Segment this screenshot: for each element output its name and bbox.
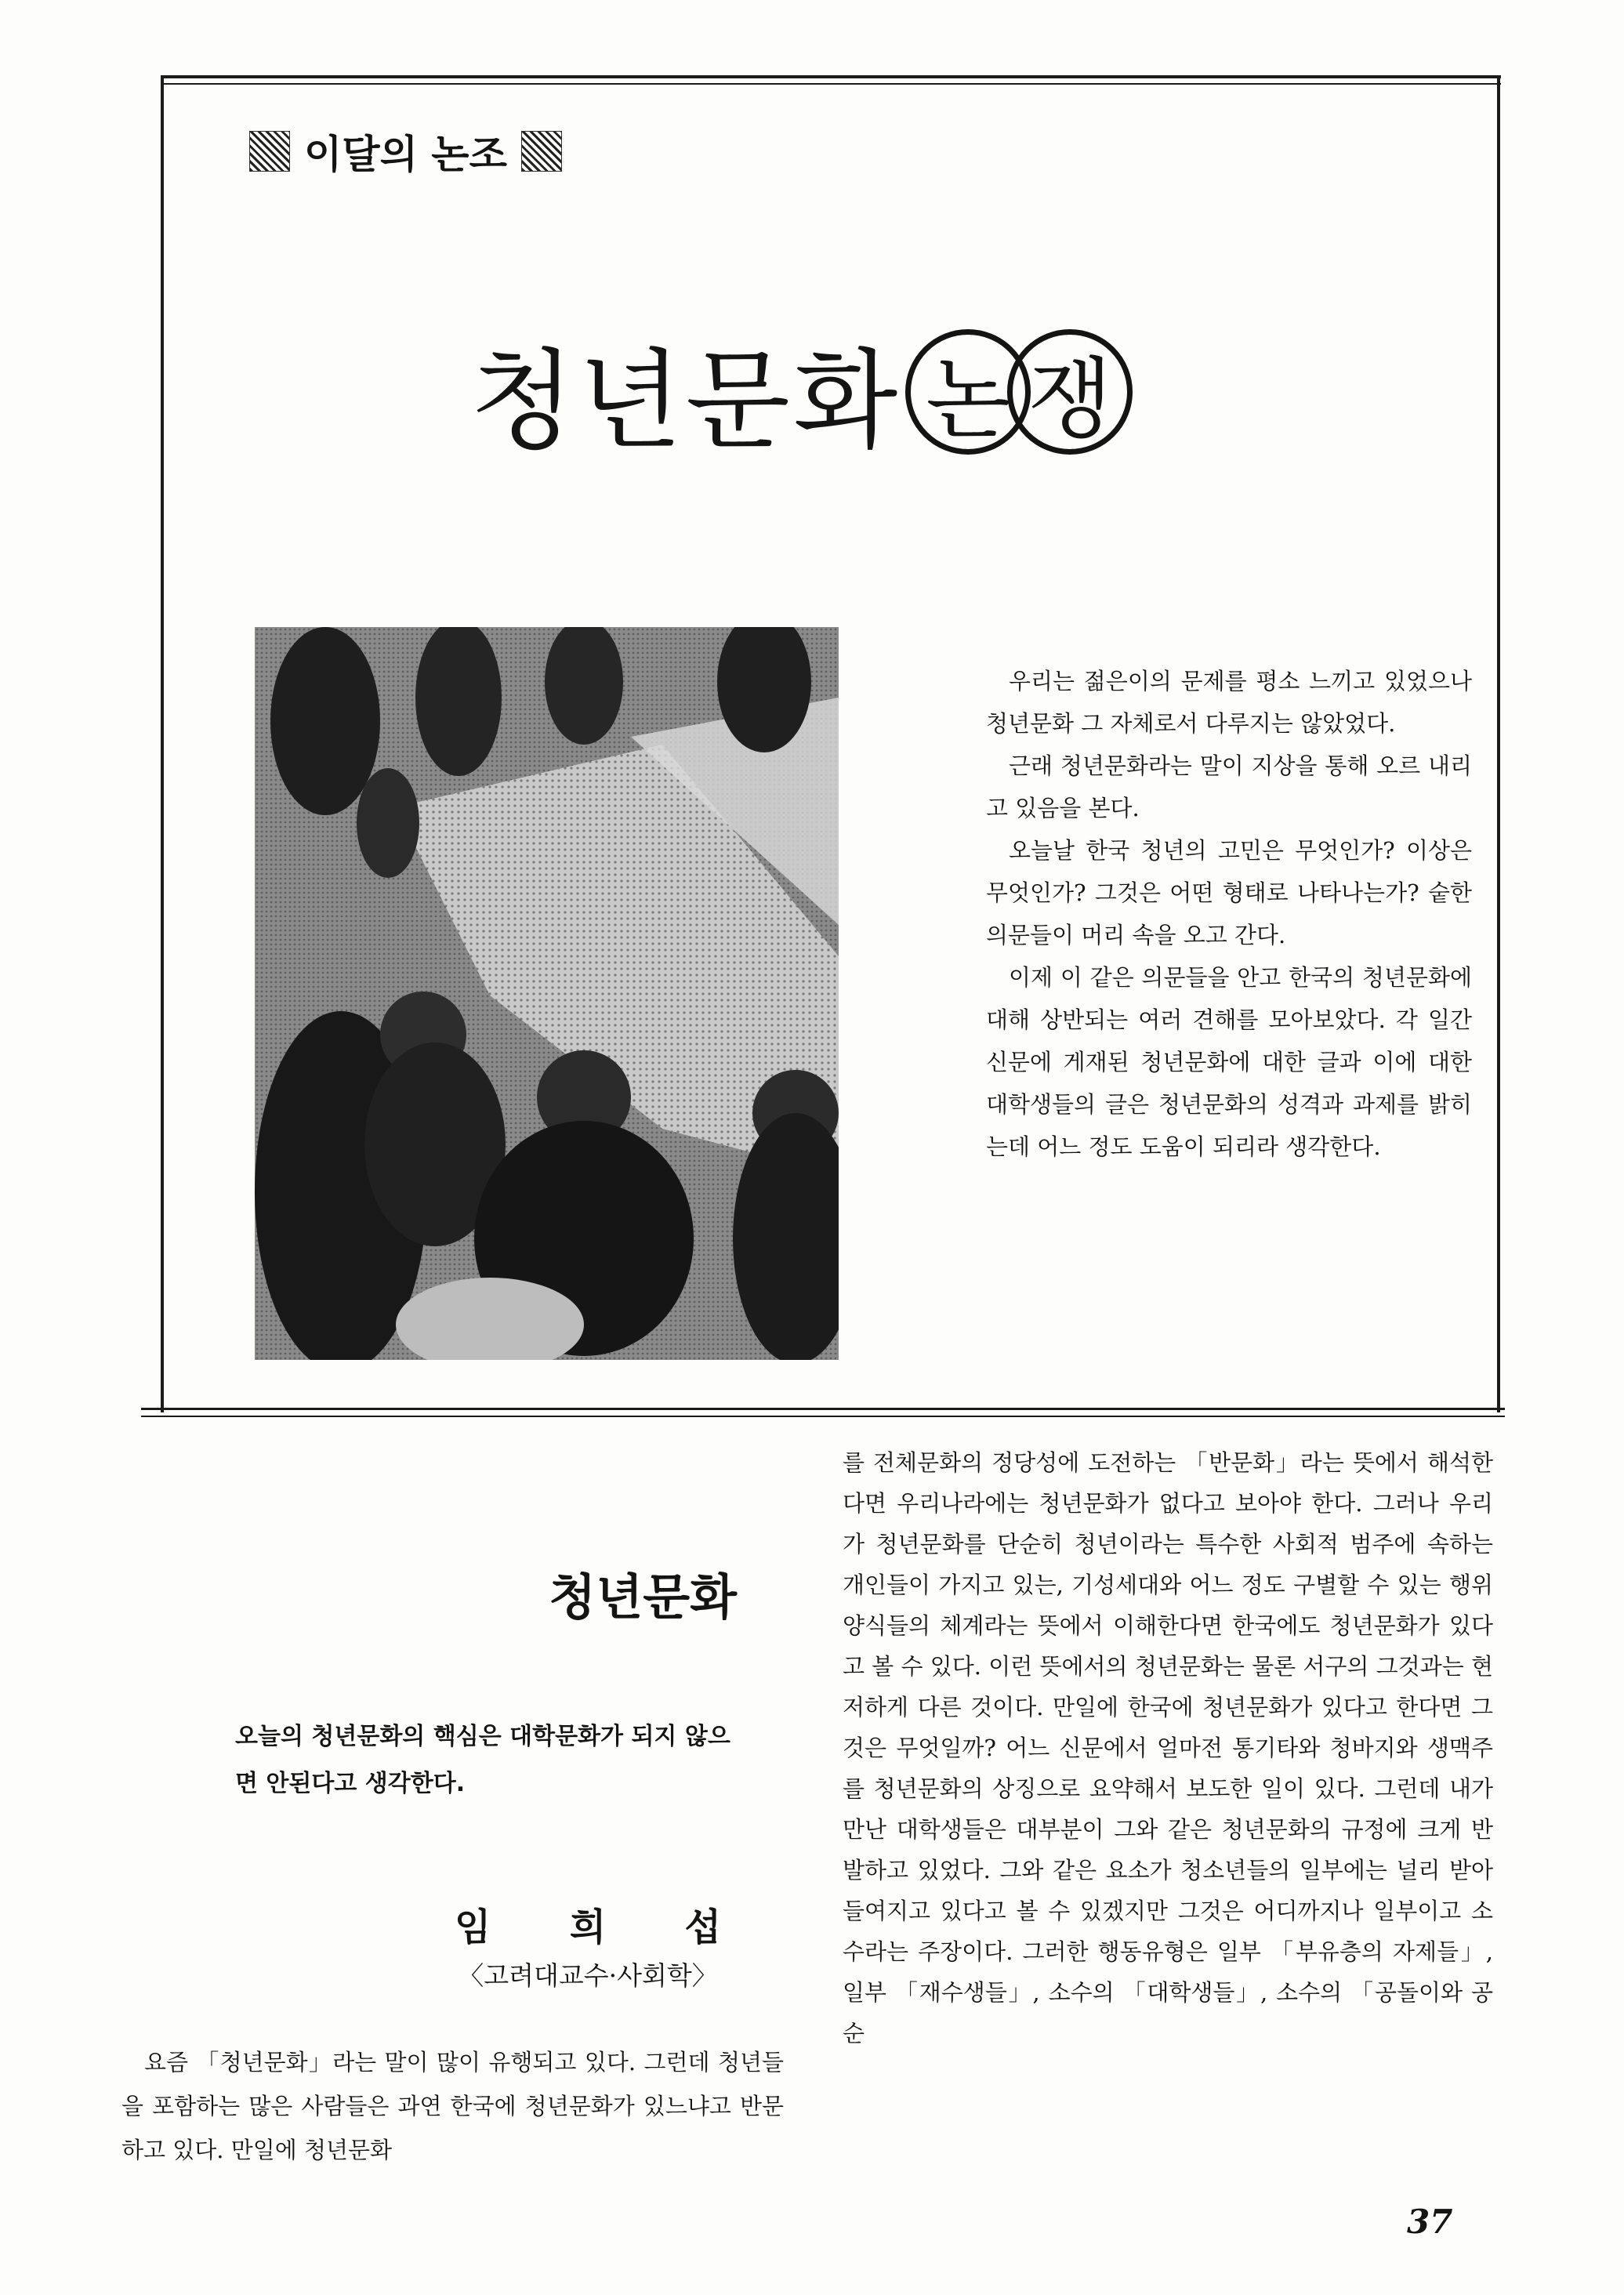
circled-char-1: 논 bbox=[905, 329, 1031, 455]
article-title: 청년문화 bbox=[549, 1568, 737, 1626]
hatch-box-icon bbox=[521, 131, 562, 172]
frame-top-rule-thin bbox=[161, 83, 1501, 85]
main-title-text: 청년문화 bbox=[470, 338, 901, 464]
intro-paragraph: 오늘날 한국 청년의 고민은 무엇인가? 이상은 무엇인가? 그것은 어떤 형태로 나타나는가? 숱한 의문들이 머리 속을 오고 간다. bbox=[986, 837, 1472, 948]
body-right-column bbox=[843, 1442, 1493, 2054]
halftone-photo bbox=[255, 627, 839, 1360]
author-char: 희 bbox=[569, 1905, 607, 1949]
frame-bottom-rule-thin bbox=[141, 1416, 1505, 1417]
body-left-column bbox=[121, 2040, 784, 2172]
intro-paragraph: 이제 이 같은 의문들을 안고 한국의 청년문화에 대해 상반되는 여러 견해를 모아보았다. 각 일간신문에 게재된 청년문화에 대한 글과 이에 대한 대학생들의 글은 청년문화의 성격과 과제를 밝히는데 어느 정도 도움이 되리라 생각한다. bbox=[986, 964, 1472, 1160]
intro-text bbox=[986, 660, 1472, 1168]
page-number: 37 bbox=[1407, 2203, 1453, 2241]
body-left-paragraph: 요즘 「청년문화」라는 말이 많이 유행되고 있다. 그런데 청년들을 포함하는 많은 사람들은 과연 한국에 청년문화가 있느냐고 반문하고 있다. 만일에 청년문화 bbox=[121, 2049, 784, 2163]
kicker-label: 이달의 논조 bbox=[304, 132, 507, 177]
photo-illustration bbox=[255, 627, 839, 1360]
frame-bottom-rule bbox=[141, 1408, 1505, 1410]
intro-paragraph: 근래 청년문화라는 말이 지상을 통해 오르 내리고 있음을 본다. bbox=[986, 752, 1472, 821]
intro-paragraph: 우리는 젊은이의 문제를 평소 느끼고 있었으나 청년문화 그 자체로서 다루지는 않았었다. bbox=[986, 668, 1472, 737]
author-name bbox=[455, 1897, 721, 1951]
author-char: 임 bbox=[455, 1905, 491, 1949]
section-kicker bbox=[249, 124, 562, 179]
frame-left-rule bbox=[161, 75, 164, 1412]
main-title bbox=[470, 314, 1133, 470]
author-char: 섭 bbox=[684, 1905, 721, 1949]
article-summary: 오늘의 청년문화의 핵심은 대학문화가 되지 않으면 안된다고 생각한다. bbox=[235, 1723, 730, 1797]
author-affiliation: 〈고려대교수·사회학〉 bbox=[458, 1960, 718, 1991]
frame-right-rule bbox=[1497, 75, 1500, 1412]
body-right-paragraph: 를 전체문화의 정당성에 도전하는 「반문화」라는 뜻에서 해석한다면 우리나라에는 청년문화가 없다고 보아야 한다. 그러나 우리가 청년문화를 단순히 청년이라는 특수한 사회적 범주에 속하는 개인들이 가지고 있는, 기성세대와 어느 정도 구별할 수 있는 행위양식들의 체계라는 뜻에서 이해한다면 한국에도 청년문화가 있다고 볼 수 있다. 이런 뜻에서의 청년문화는 물론 서구의 그것과는 현저하게 다른 것이다. 만일에 한국에 청년문화가 있다고 한다면 그것은 무엇일까? 어느 신문에서 얼마전 통기타와 청바지와 생맥주를 청년문화의 상징으로 요약해서 보도한 일이 있다. 그런데 내가 만난 대학생들은 대부분이 그와 같은 청년문화의 규정에 크게 반발하고 있었다. 그와 같은 요소가 청소년들의 일부에는 널리 받아들여지고 있다고 볼 수 있겠지만 그것은 어디까지나 일부이고 소수라는 주장이다. 그러한 행동유형은 일부 「부유층의 자제들」, 일부 「재수생들」, 소수의 「대학생들」, 소수의 「공돌이와 공순 bbox=[843, 1449, 1493, 2047]
hatch-box-icon bbox=[249, 131, 290, 172]
circled-char-2: 쟁 bbox=[1007, 329, 1133, 455]
frame-top-rule bbox=[161, 75, 1501, 78]
